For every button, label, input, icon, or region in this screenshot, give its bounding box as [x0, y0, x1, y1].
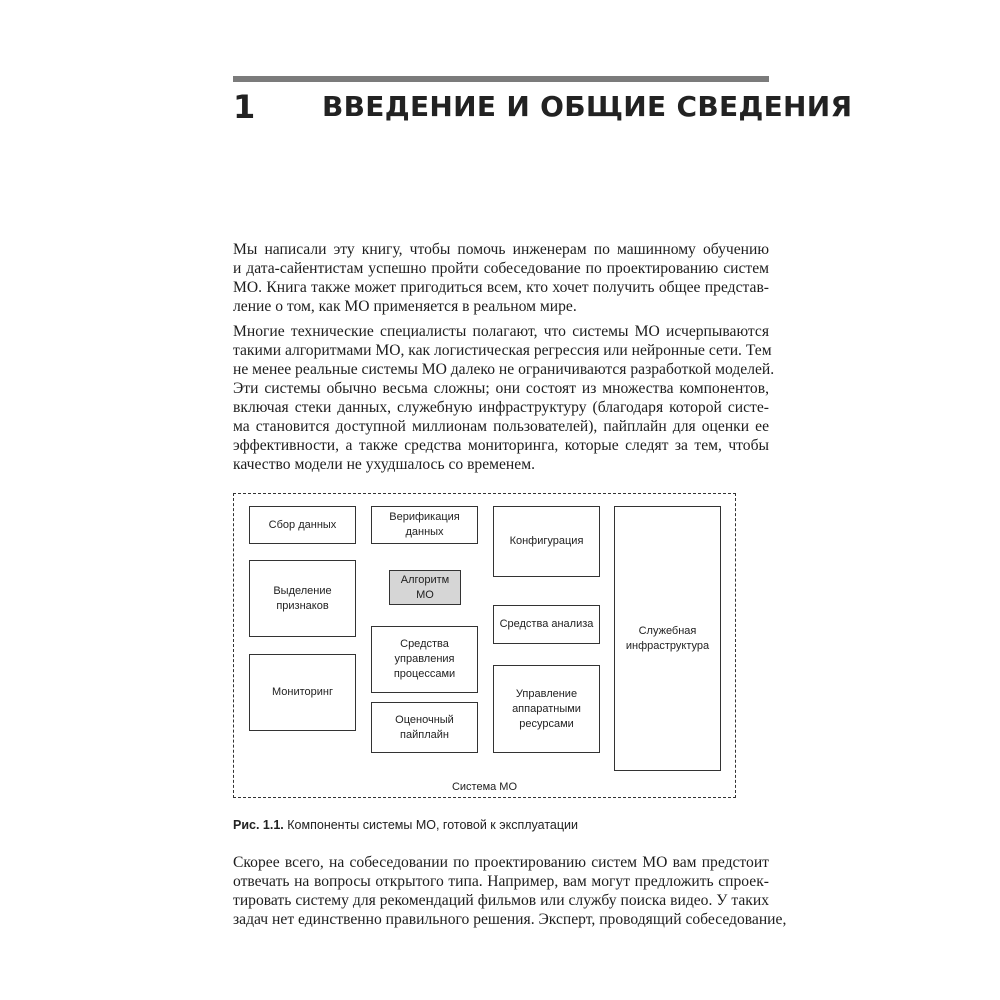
- caption-prefix: Рис. 1.1.: [233, 818, 284, 832]
- ml-system-diagram: [233, 493, 736, 798]
- chapter-rule: [233, 76, 769, 82]
- text-line: ление о том, как МО применяется в реальном мире.: [233, 298, 577, 315]
- box-data-collection: Сбор данных: [249, 506, 356, 544]
- text-line: эффективности, а также средства мониторинга, которые следят за тем, чтобы: [233, 437, 769, 454]
- box-feature-extraction: Выделение признаков: [249, 560, 356, 637]
- text-line: не менее реальные системы МО далеко не ограничиваются разработкой моделей.: [233, 361, 775, 378]
- box-ml-algorithm: Алгоритм МО: [389, 570, 461, 605]
- box-hardware-management: Управление аппаратными ресурсами: [493, 665, 600, 753]
- box-analysis-tools: Средства анализа: [493, 605, 600, 644]
- text-line: включая стеки данных, служебную инфраструктуру (благодаря которой систе-: [233, 399, 769, 416]
- chapter-number: 1: [233, 88, 256, 126]
- text-line: задач нет единственно правильного решения. Эксперт, проводящий собеседование,: [233, 911, 787, 928]
- paragraph-systems: [233, 322, 775, 474]
- box-serving-infrastructure: Служебная инфраструктура: [614, 506, 721, 771]
- diagram-label: Система МО: [451, 781, 518, 793]
- text-line: Скорее всего, на собеседовании по проектированию систем МО вам предстоит: [233, 854, 769, 871]
- figure-caption: [233, 818, 578, 832]
- chapter-title: ВВЕДЕНИЕ И ОБЩИЕ СВЕДЕНИЯ: [322, 90, 853, 123]
- text-line: Мы написали эту книгу, чтобы помочь инженерам по машинному обучению: [233, 241, 769, 258]
- text-line: Многие технические специалисты полагают, что системы МО исчерпываются: [233, 323, 769, 340]
- text-line: тировать систему для рекомендаций фильмов или службу поиска видео. У таких: [233, 892, 769, 909]
- text-line: ма становится доступной миллионам пользователей), пайплайн для оценки ее: [233, 418, 769, 435]
- text-line: и дата-сайентистам успешно пройти собеседование по проектированию систем: [233, 260, 769, 277]
- box-evaluation-pipeline: Оценочный пайплайн: [371, 702, 478, 753]
- box-process-management: Средства управления процессами: [371, 626, 478, 693]
- paragraph-interview: [233, 853, 787, 929]
- text-line: качество модели не ухудшалось со временем.: [233, 456, 535, 473]
- caption-text: Компоненты системы МО, готовой к эксплуатации: [287, 818, 579, 832]
- text-line: Эти системы обычно весьма сложны; они состоят из множества компонентов,: [233, 380, 769, 397]
- box-data-verification: Верификация данных: [371, 506, 478, 544]
- box-configuration: Конфигурация: [493, 506, 600, 577]
- text-line: МО. Книга также может пригодиться всем, кто хочет получить общее представ-: [233, 279, 769, 296]
- text-line: такими алгоритмами МО, как логистическая регрессия или нейронные сети. Тем: [233, 342, 772, 359]
- paragraph-intro: [233, 240, 769, 316]
- box-monitoring: Мониторинг: [249, 654, 356, 731]
- text-line: отвечать на вопросы открытого типа. Например, вам могут предложить спроек-: [233, 873, 769, 890]
